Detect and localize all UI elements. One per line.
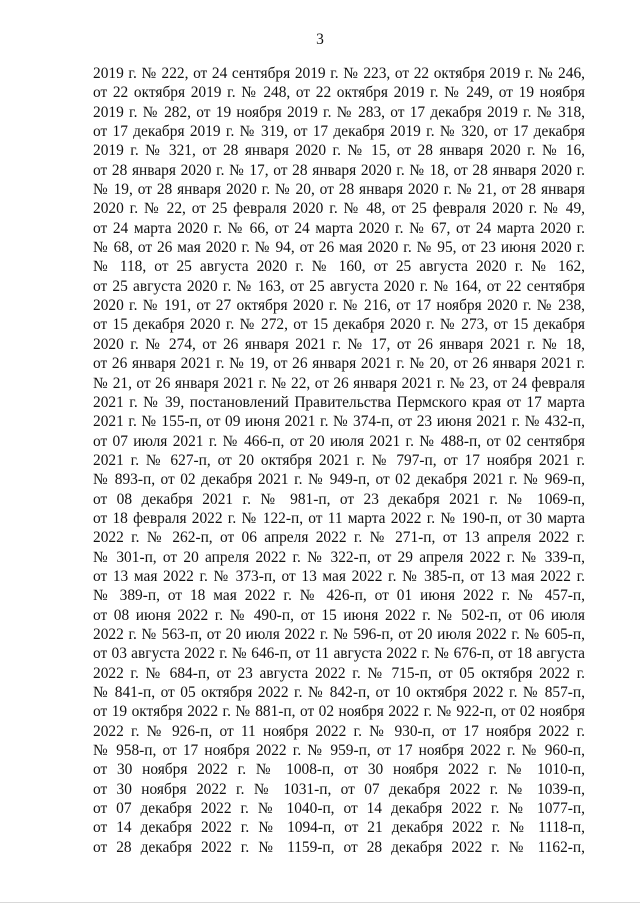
body-line: 2019 г. № 321, от 28 января 2020 г. № 15, от 28 января 2020 г. № 16, (93, 142, 585, 160)
body-line: от 24 марта 2020 г. № 66, от 24 марта 2020 г. № 67, от 24 марта 2020 г. (93, 219, 585, 237)
body-line: 2021 г. № 39, постановлений Правительства Пермского края от 17 марта (93, 393, 585, 411)
body-line: от 08 июня 2022 г. № 490-п, от 15 июня 2022 г. № 502-п, от 06 июля (93, 606, 585, 624)
body-line: № 389-п, от 18 мая 2022 г. № 426-п, от 01 июня 2022 г. № 457-п, (93, 587, 585, 605)
body-line: от 19 октября 2022 г. № 881-п, от 02 ноября 2022 г. № 922-п, от 02 ноября (93, 703, 585, 721)
body-line: № 958-п, от 17 ноября 2022 г. № 959-п, от 17 ноября 2022 г. № 960-п, (93, 742, 585, 760)
body-line: № 68, от 26 мая 2020 г. № 94, от 26 мая 2020 г. № 95, от 23 июня 2020 г. (93, 239, 585, 257)
body-line: от 28 января 2020 г. № 17, от 28 января 2020 г. № 18, от 28 января 2020 г. (93, 161, 585, 179)
body-line: от 03 августа 2022 г. № 646-п, от 11 августа 2022 г. № 676-п, от 18 августа (93, 645, 585, 663)
body-line: от 30 ноября 2022 г. № 1031-п, от 07 декабря 2022 г. № 1039-п, (93, 780, 585, 798)
body-line: 2022 г. № 563-п, от 20 июля 2022 г. № 596-п, от 20 июля 2022 г. № 605-п, (93, 625, 585, 643)
document-body (93, 64, 585, 857)
body-line: от 13 мая 2022 г. № 373-п, от 13 мая 2022 г. № 385-п, от 13 мая 2022 г. (93, 567, 585, 585)
body-line: 2022 г. № 926-п, от 11 ноября 2022 г. № 930-п, от 17 ноября 2022 г. (93, 722, 585, 740)
body-line: 2019 г. № 222, от 24 сентября 2019 г. № 223, от 22 октября 2019 г. № 246, (93, 65, 585, 82)
body-line: 2021 г. № 155-п, от 09 июня 2021 г. № 374-п, от 23 июня 2021 г. № 432-п, (93, 413, 585, 431)
body-line: от 30 ноября 2022 г. № 1008-п, от 30 ноября 2022 г. № 1010-п, (93, 761, 585, 779)
body-line: от 08 декабря 2021 г. № 981-п, от 23 декабря 2021 г. № 1069-п, (93, 490, 585, 508)
body-line: № 118, от 25 августа 2020 г. № 160, от 25 августа 2020 г. № 162, (93, 258, 585, 276)
body-line: от 28 декабря 2022 г. № 1159-п, от 28 декабря 2022 г. № 1162-п, (93, 838, 585, 856)
page-bottom-edge (0, 902, 640, 903)
body-line: от 15 декабря 2020 г. № 272, от 15 декабря 2020 г. № 273, от 15 декабря (93, 316, 585, 334)
body-line: от 14 декабря 2022 г. № 1094-п, от 21 декабря 2022 г. № 1118-п, (93, 819, 585, 837)
body-line: № 893-п, от 02 декабря 2021 г. № 949-п, от 02 декабря 2021 г. № 969-п, (93, 471, 585, 489)
body-line: 2022 г. № 262-п, от 06 апреля 2022 г. № 271-п, от 13 апреля 2022 г. (93, 529, 585, 547)
body-line: от 25 августа 2020 г. № 163, от 25 августа 2020 г. № 164, от 22 сентября (93, 277, 585, 295)
body-line: 2021 г. № 627-п, от 20 октября 2021 г. № 797-п, от 17 ноября 2021 г. (93, 451, 585, 469)
body-line: от 17 декабря 2019 г. № 319, от 17 декабря 2019 г. № 320, от 17 декабря (93, 123, 585, 141)
body-line: № 841-п, от 05 октября 2022 г. № 842-п, от 10 октября 2022 г. № 857-п, (93, 684, 585, 701)
body-line: 2022 г. № 684-п, от 23 августа 2022 г. № 715-п, от 05 октября 2022 г. (93, 664, 585, 682)
body-line: 2019 г. № 282, от 19 ноября 2019 г. № 283, от 17 декабря 2019 г. № 318, (93, 103, 585, 121)
body-line: от 07 декабря 2022 г. № 1040-п, от 14 декабря 2022 г. № 1077-п, (93, 800, 585, 818)
body-line: № 301-п, от 20 апреля 2022 г. № 322-п, от 29 апреля 2022 г. № 339-п, (93, 548, 585, 566)
body-line: 2020 г. № 22, от 25 февраля 2020 г. № 48, от 25 февраля 2020 г. № 49, (93, 200, 585, 218)
body-line: от 26 января 2021 г. № 19, от 26 января 2021 г. № 20, от 26 января 2021 г. (93, 355, 585, 373)
body-line: № 21, от 26 января 2021 г. № 22, от 26 января 2021 г. № 23, от 24 февраля (93, 374, 585, 392)
body-line: от 22 октября 2019 г. № 248, от 22 октября 2019 г. № 249, от 19 ноября (93, 84, 585, 102)
body-line: от 07 июля 2021 г. № 466-п, от 20 июля 2021 г. № 488-п, от 02 сентября (93, 432, 585, 450)
body-line: 2020 г. № 191, от 27 октября 2020 г. № 216, от 17 ноября 2020 г. № 238, (93, 297, 585, 315)
body-line: 2020 г. № 274, от 26 января 2021 г. № 17, от 26 января 2021 г. № 18, (93, 335, 585, 353)
body-line: № 19, от 28 января 2020 г. № 20, от 28 января 2020 г. № 21, от 28 января (93, 181, 585, 199)
body-line: от 18 февраля 2022 г. № 122-п, от 11 марта 2022 г. № 190-п, от 30 марта (93, 509, 585, 527)
page-number: 3 (316, 31, 324, 48)
